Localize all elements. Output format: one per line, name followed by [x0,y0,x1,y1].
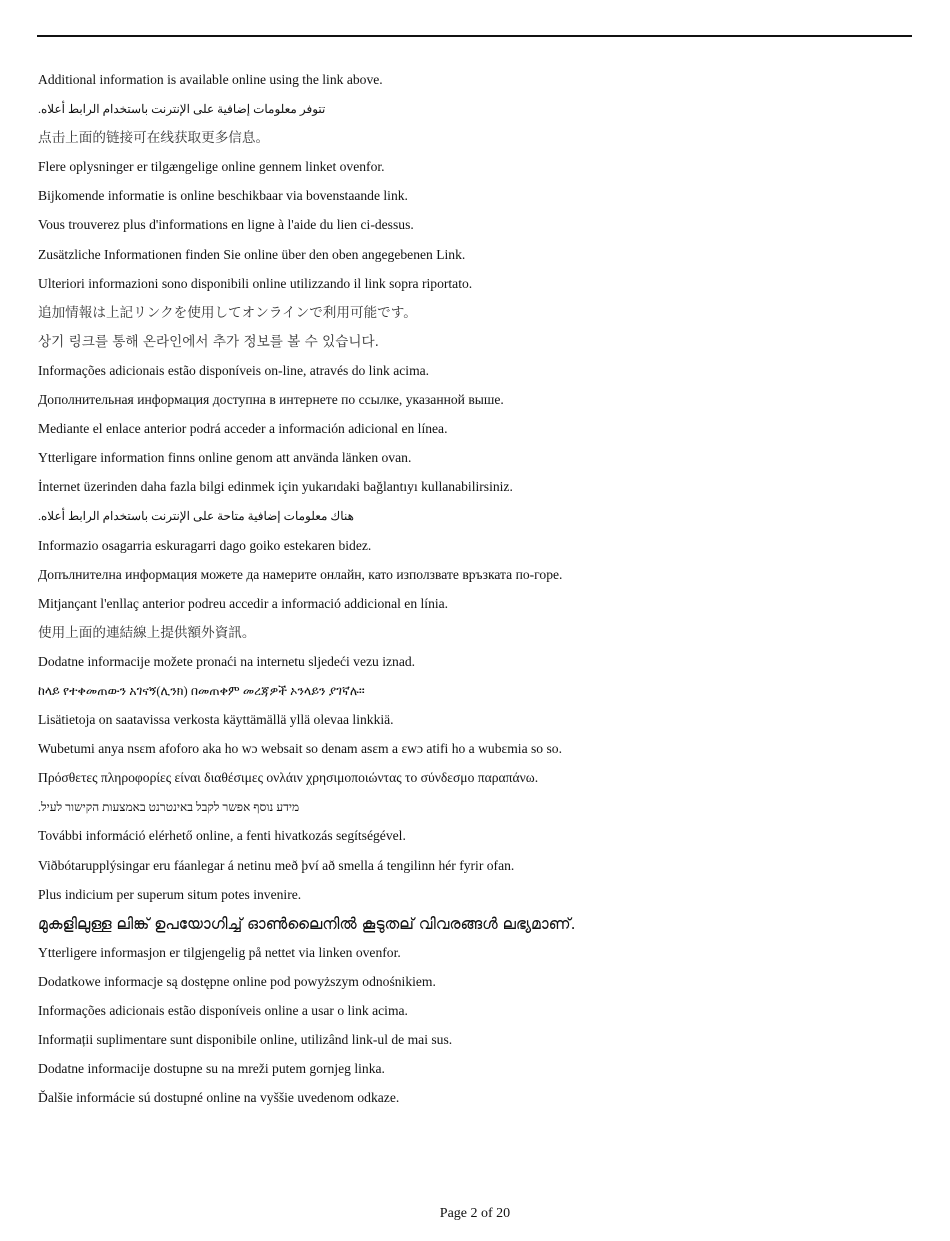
line-twi: Wubetumi anya nsɛm afoforo aka ho wɔ websait so denam asɛm a ɛwɔ atifi ho a wubɛmia so so. [38,741,562,757]
line-chinese-traditional: 使用上面的連結線上提供額外資訊。 [38,624,256,641]
line-romanian: Informații suplimentare sunt disponibile online, utilizând link-ul de mai sus. [38,1032,453,1048]
line-icelandic: Viðbótarupplýsingar eru fáanlegar á netinu með því að smella á tengilinn hér fyrir ofan. [38,857,515,873]
line-turkish: İnternet üzerinden daha fazla bilgi edinmek için yukarıdaki bağlantıyı kullanabilirsiniz. [38,479,513,495]
line-croatian: Dodatne informacije možete pronaći na internetu sljedeći vezu iznad. [38,653,416,669]
line-swedish: Ytterligare information finns online genom att använda länken ovan. [38,450,412,466]
line-chinese-simplified: 点击上面的链接可在线获取更多信息。 [38,130,270,147]
line-polish: Dodatkowe informacje są dostępne online pod powyższym odnośnikiem. [38,973,436,989]
line-french: Vous trouverez plus d'informations en ligne à l'aide du lien ci-dessus. [38,217,414,233]
line-bulgarian: Допълнителна информация можете да намерите онлайн, като използвате връзката по-горе. [38,566,563,582]
line-basque: Informazio osagarria eskuragarri dago goiko estekaren bidez. [38,537,372,553]
line-slovak: Ďalšie informácie sú dostupné online na vyššie uvedenom odkaze. [38,1090,400,1106]
line-arabic: تتوفر معلومات إضافية على الإنترنت باستخدام الرابط أعلاه. [38,102,326,117]
line-portuguese-pt: Informações adicionais estão disponíveis online a usar o link acima. [38,1003,408,1018]
line-arabic-alt: هناك معلومات إضافية متاحة على الإنترنت باستخدام الرابط أعلاه. [38,509,354,524]
line-russian: Дополнительная информация доступна в интернете по ссылке, указанной выше. [38,392,504,408]
line-latin: Plus indicium per superum situm potes invenire. [38,886,302,902]
line-hungarian: További információ elérhető online, a fenti hivatkozás segítségével. [38,828,406,844]
line-amharic: ከላይ የተቀመጠውን አገናኝ(ሊንክ) በመጠቀም መረጃዎች ኦንላይን ያገኛሉ። [38,683,365,698]
line-english: Additional information is available online using the link above. [38,72,383,87]
multilingual-notice-list [38,70,918,1117]
line-korean: 상기 링크를 통해 온라인에서 추가 정보를 볼 수 있습니다. [38,333,379,350]
line-danish: Flere oplysninger er tilgængelige online gennem linket ovenfor. [38,159,385,175]
line-greek: Πρόσθετες πληροφορίες είναι διαθέσιμες ονλάιν χρησιμοποιώντας το σύνδεσμο παραπάνω. [38,770,539,786]
line-portuguese-br: Informações adicionais estão disponíveis on-line, através do link acima. [38,362,430,378]
page-number: Page 2 of 20 [439,1206,511,1221]
line-catalan: Mitjançant l'enllaç anterior podreu accedir a informació addicional en línia. [38,595,449,611]
top-rule [37,35,912,37]
line-norwegian: Ytterligere informasjon er tilgjengelig på nettet via linken ovenfor. [38,944,401,960]
line-spanish: Mediante el enlace anterior podrá acceder a información adicional en línea. [38,421,448,437]
line-serbian: Dodatne informacije dostupne su na mreži putem gornjeg linka. [38,1061,385,1077]
line-malayalam: മുകളിലുള്ള ലിങ്ക് ഉപയോഗിച്ച് ഓൺലൈനിൽ കൂടുതല് വിവരങ്ങൾ ലഭ്യമാണ്. [38,914,576,933]
line-italian: Ulteriori informazioni sono disponibili online utilizzando il link sopra riportato. [38,275,473,291]
line-dutch: Bijkomende informatie is online beschikbaar via bovenstaande link. [38,188,408,204]
line-japanese: 追加情報は上記リンクを使用してオンラインで利用可能です。 [38,304,417,321]
line-german: Zusätzliche Informationen finden Sie online über den oben angegebenen Link. [38,246,466,262]
line-finnish: Lisätietoja on saatavissa verkosta käyttämällä yllä olevaa linkkiä. [38,712,394,728]
line-hebrew: מידע נוסף אפשר לקבל באינטרנט באמצעות הקישור לעיל. [38,800,300,815]
